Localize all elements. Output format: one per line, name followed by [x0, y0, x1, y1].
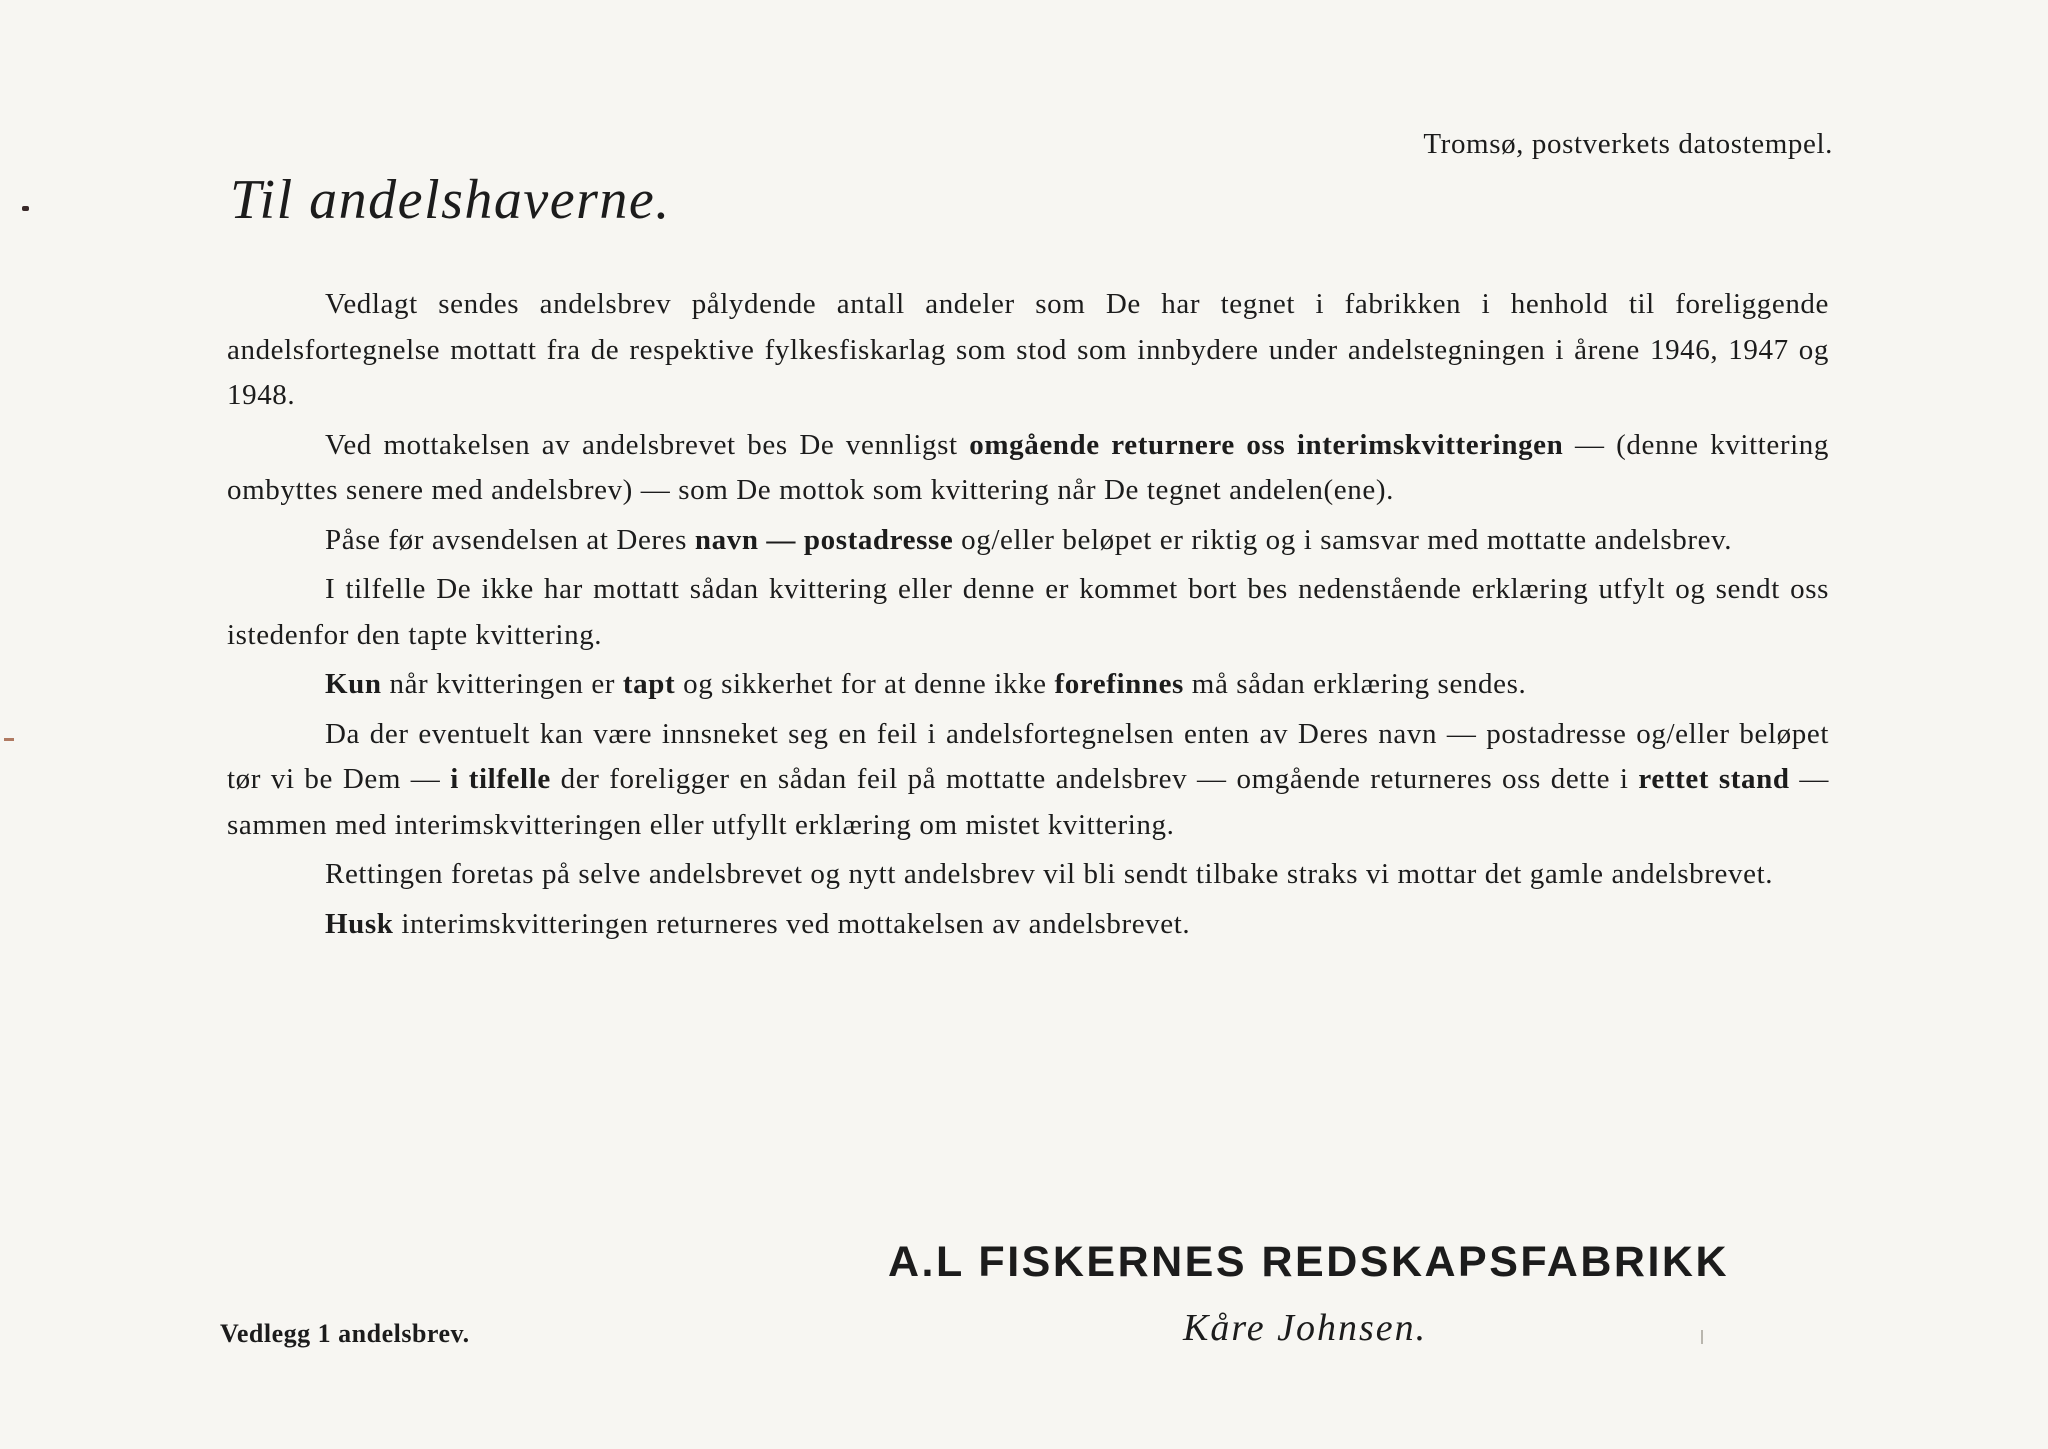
paragraph-text: — (denne kvittering ombyttes senere med andelsbrev) — som De mottok som kvittering når De tegnet andelen(ene). — [227, 428, 1829, 506]
body-paragraph — [227, 712, 1829, 849]
paragraph-text: Vedlagt sendes andelsbrev pålydende antall andeler som De har tegnet i fabrikken i henhold til foreliggende andelsfortegnelse mottatt fra de respektive fylkesfiskarlag som stod som innbydere under andelstegningen i årene 1946, 1947 og 1948. — [227, 288, 1829, 411]
letter-heading: Til andelshaverne. — [230, 169, 671, 231]
margin-mark — [4, 738, 14, 741]
body-paragraph — [227, 852, 1829, 898]
emphasis-text: Kun — [325, 668, 382, 700]
body-paragraph — [227, 662, 1829, 708]
paragraph-text: og/eller beløpet er riktig og i samsvar med mottatte andelsbrev. — [953, 523, 1733, 556]
body-paragraph — [227, 282, 1829, 419]
letter-body — [227, 282, 1829, 951]
emphasis-text: omgående returnere oss interimskvitteringen — [969, 428, 1564, 461]
body-paragraph — [227, 518, 1829, 564]
emphasis-text: tapt — [622, 668, 676, 700]
body-paragraph — [227, 902, 1829, 948]
emphasis-text: forefinnes — [1054, 668, 1184, 700]
enclosure-note: Vedlegg 1 andelsbrev. — [220, 1319, 470, 1348]
paragraph-text: Ved mottakelsen av andelsbrevet bes De vennligst — [325, 428, 970, 461]
date-line: Tromsø, postverkets datostempel. — [1423, 128, 1833, 160]
paragraph-text: Påse før avsendelsen at Deres — [325, 523, 695, 556]
emphasis-text: Husk — [325, 907, 394, 940]
paragraph-text: interimskvitteringen returneres ved mottakelsen av andelsbrevet. — [393, 907, 1191, 940]
paragraph-text: Da der eventuelt kan være innsneket seg en feil i andelsfortegnelsen enten av Deres navn — postadresse og/eller beløpet tør vi be Dem — — [227, 717, 1829, 795]
paper-speck — [1701, 1330, 1703, 1344]
paragraph-text: når kvitteringen er — [381, 668, 623, 700]
signature: Kåre Johnsen. — [1183, 1307, 1428, 1349]
paragraph-text: der foreligger en sådan feil på mottatte andelsbrev — omgående returneres oss dette i — [550, 763, 1639, 795]
paragraph-text: må sådan erklæring sendes. — [1183, 668, 1527, 700]
emphasis-text: i tilfelle — [450, 763, 551, 795]
body-paragraph — [227, 423, 1829, 514]
paragraph-text: og sikkerhet for at denne ikke — [675, 668, 1055, 700]
paragraph-text: — sammen med interimskvitteringen eller utfyllt erklæring om mistet kvittering. — [227, 763, 1830, 841]
emphasis-text: navn — postadresse — [694, 523, 954, 556]
body-paragraph — [227, 567, 1829, 658]
emphasis-text: rettet stand — [1638, 763, 1790, 795]
company-name: A.L FISKERNES REDSKAPSFABRIKK — [888, 1238, 1730, 1286]
paragraph-text: Rettingen foretas på selve andelsbrevet og nytt andelsbrev vil bli sendt tilbake straks vi mottar det gamle andelsbrevet. — [325, 858, 1774, 890]
paragraph-text: I tilfelle De ikke har mottatt sådan kvittering eller denne er kommet bort bes nedenstående erklæring utfylt og sendt oss istedenfor den tapte kvittering. — [227, 573, 1829, 651]
ink-speck — [22, 206, 29, 211]
